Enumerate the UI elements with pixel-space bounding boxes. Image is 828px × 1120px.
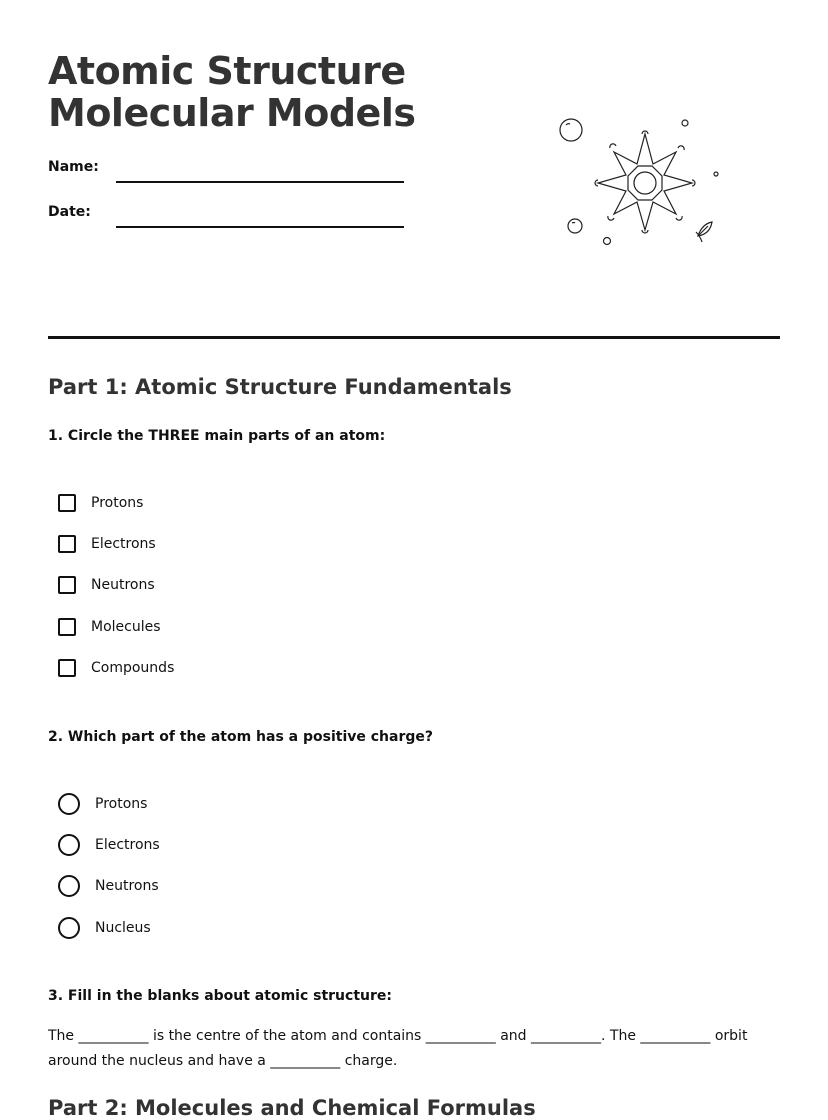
part1-title: Part 1: Atomic Structure Fundamentals — [48, 375, 512, 399]
q1-option-neutrons[interactable] — [58, 565, 174, 606]
option-label: Protons — [95, 795, 148, 812]
name-field[interactable] — [116, 181, 404, 183]
q2-option-electrons[interactable] — [58, 824, 160, 865]
checkbox[interactable] — [58, 659, 76, 677]
checkbox[interactable] — [58, 535, 76, 553]
atom-doodle-icon — [552, 112, 724, 252]
radio-button[interactable] — [58, 834, 80, 856]
checkbox[interactable] — [58, 494, 76, 512]
q1-option-protons[interactable] — [58, 482, 174, 523]
section-divider — [48, 336, 780, 339]
title-line-2: Molecular Models — [48, 91, 416, 135]
worksheet-title — [48, 50, 415, 134]
radio-button[interactable] — [58, 875, 80, 897]
option-label: Electrons — [95, 837, 160, 854]
question-2: 2. Which part of the atom has a positive charge? — [48, 729, 434, 745]
option-label: Electrons — [91, 536, 156, 553]
q2-option-neutrons[interactable] — [58, 866, 160, 907]
q2-option-nucleus[interactable] — [58, 907, 160, 948]
part2-title: Part 2: Molecules and Chemical Formulas — [48, 1096, 536, 1120]
title-line-1: Atomic Structure — [48, 49, 406, 93]
fill-in-blanks-paragraph: The __________ is the centre of the atom and contains __________ and __________. The __________ orbit around the nucleus and have a __________ charge. — [48, 1028, 748, 1069]
date-label: Date: — [48, 204, 91, 220]
option-label: Molecules — [91, 618, 161, 635]
q2-option-protons[interactable] — [58, 783, 160, 824]
q1-option-compounds[interactable] — [58, 648, 174, 689]
radio-button[interactable] — [58, 917, 80, 939]
option-label: Protons — [91, 494, 144, 511]
radio-button[interactable] — [58, 793, 80, 815]
q1-option-electrons[interactable] — [58, 523, 174, 564]
checkbox[interactable] — [58, 576, 76, 594]
name-label: Name: — [48, 159, 99, 175]
option-label: Compounds — [91, 660, 175, 677]
q1-option-molecules[interactable] — [58, 606, 174, 647]
checkbox[interactable] — [58, 618, 76, 636]
option-label: Neutrons — [95, 878, 159, 895]
option-label: Neutrons — [91, 577, 155, 594]
q2-options — [58, 783, 160, 949]
question-3: 3. Fill in the blanks about atomic structure: — [48, 988, 392, 1004]
date-field[interactable] — [116, 226, 404, 228]
q1-options — [58, 482, 174, 689]
question-1: 1. Circle the THREE main parts of an atom: — [48, 428, 386, 444]
option-label: Nucleus — [95, 919, 151, 936]
